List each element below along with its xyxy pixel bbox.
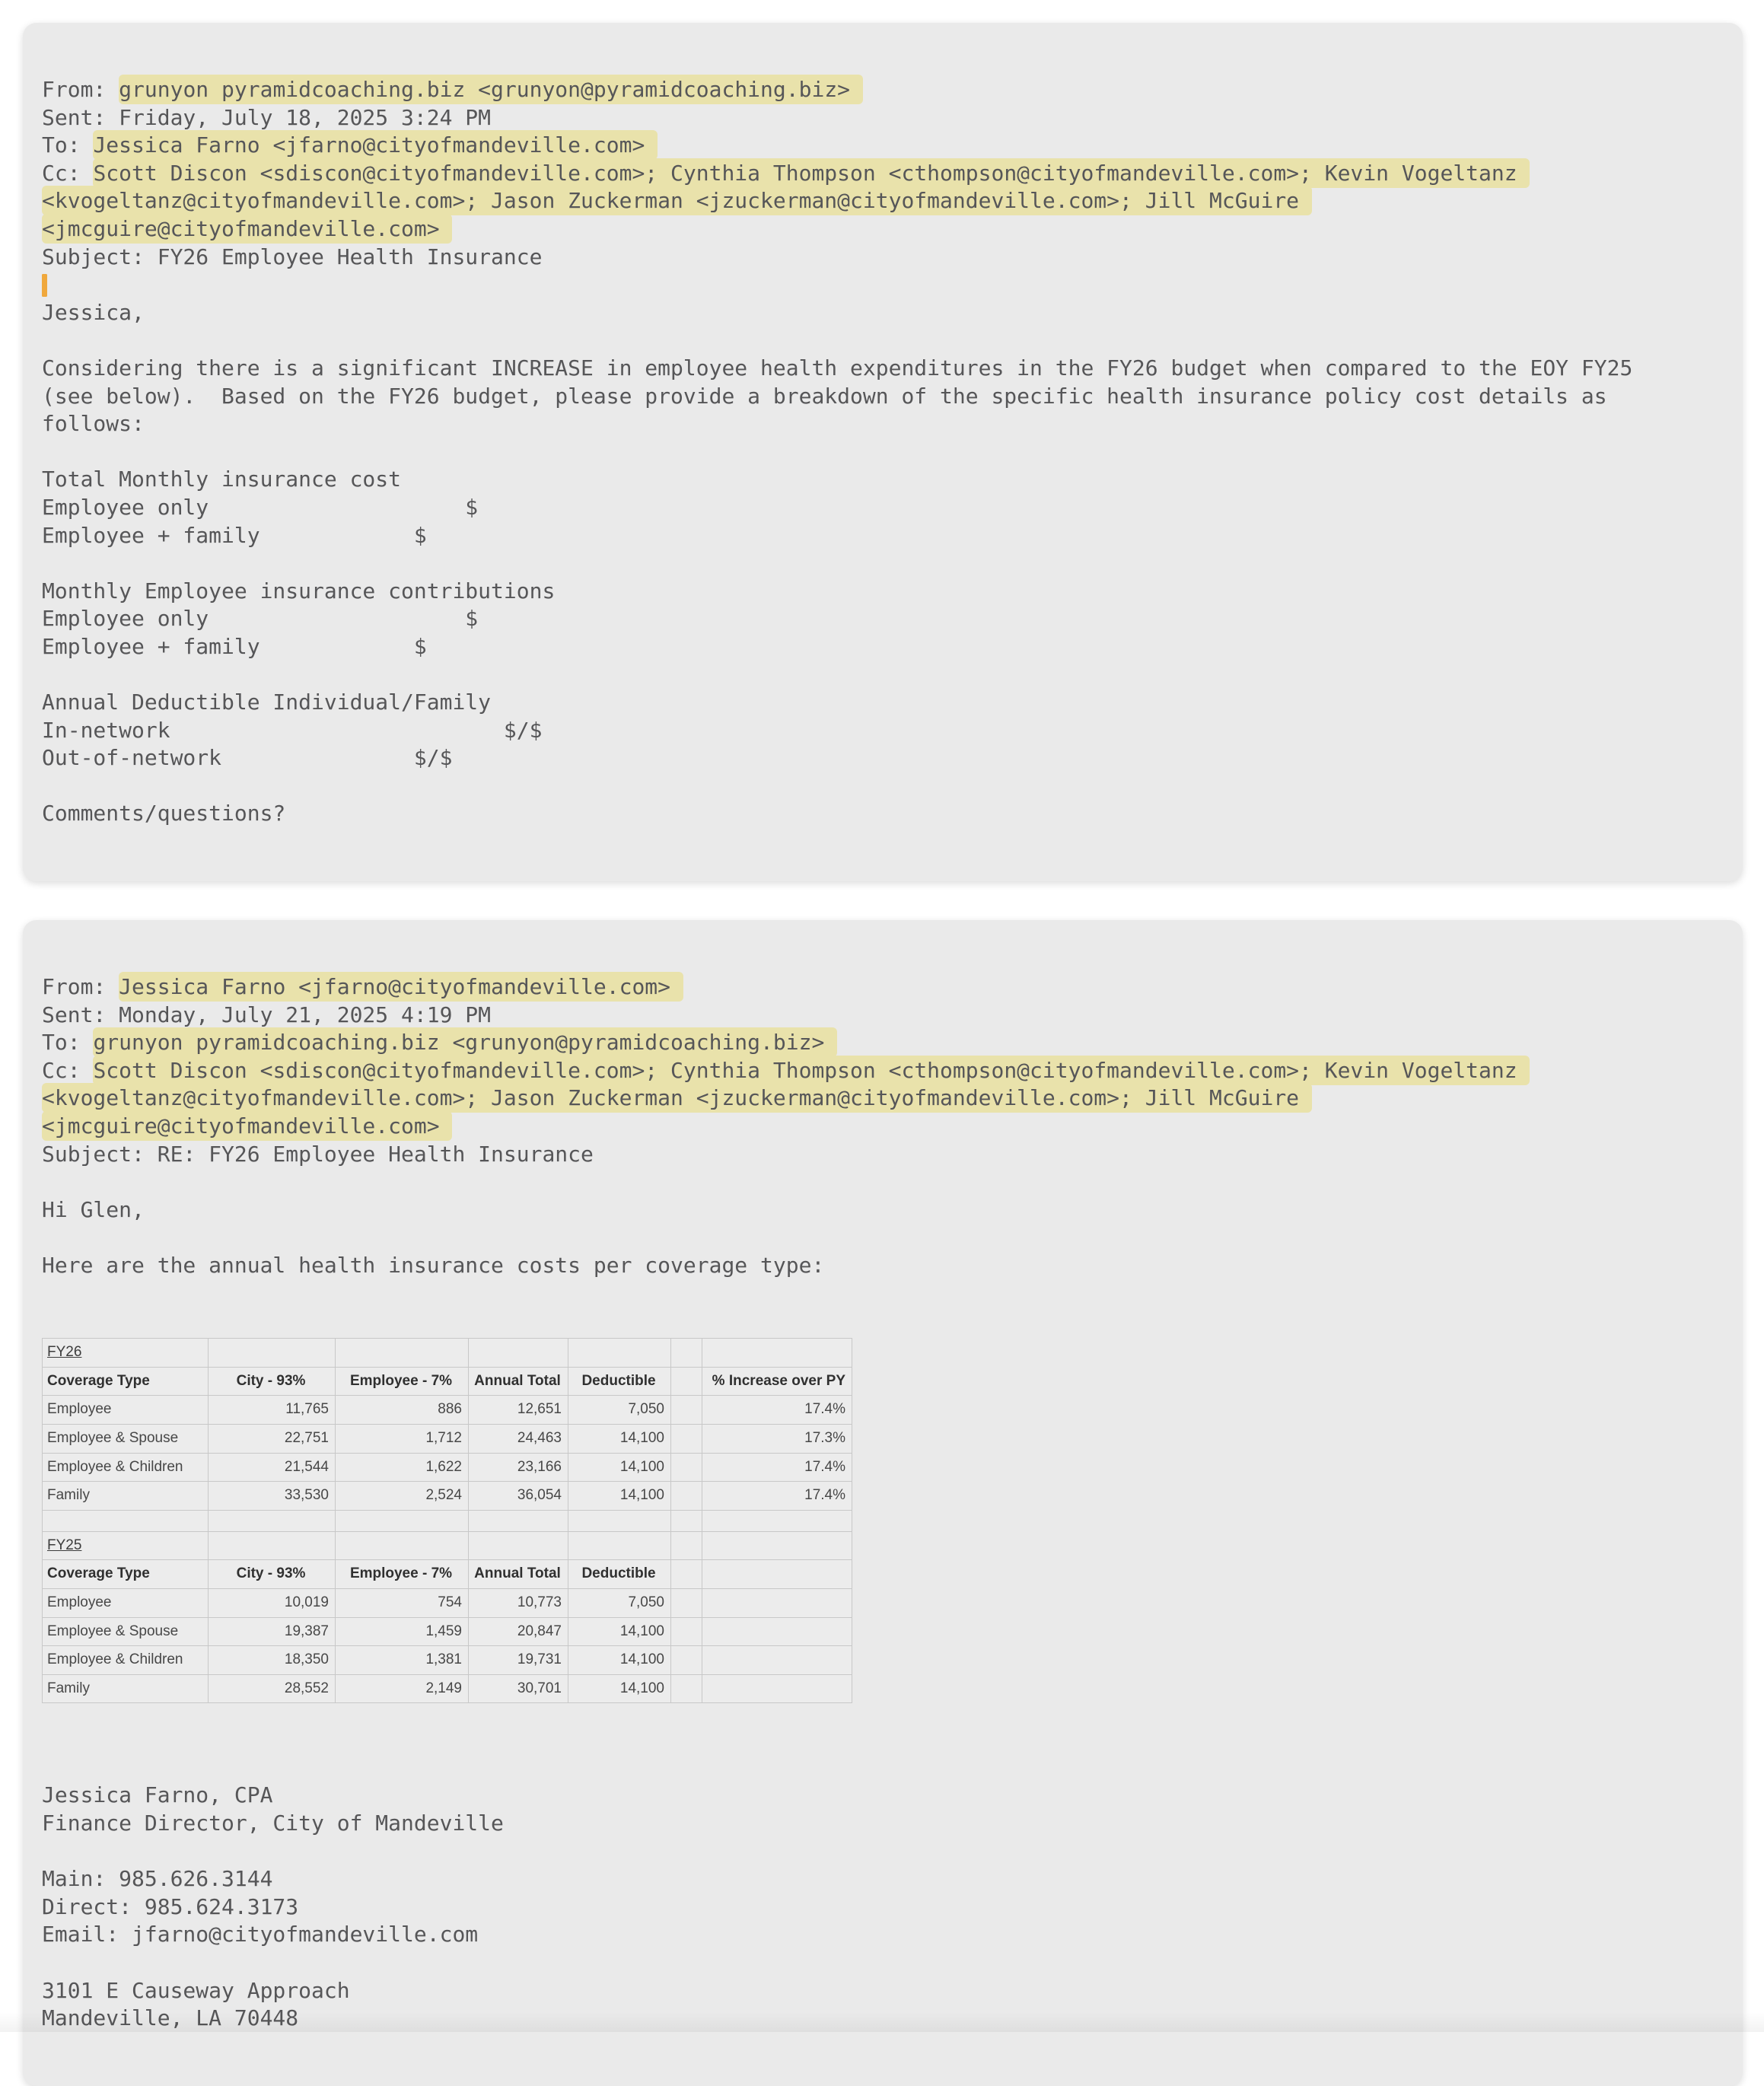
table-cell <box>671 1424 702 1453</box>
text-segment: Cc: <box>42 161 93 186</box>
table-cell <box>671 1617 702 1646</box>
table-cell: Employee <box>43 1588 209 1617</box>
table-cell: Employee & Spouse <box>43 1424 209 1453</box>
table-cell: FY26 <box>43 1339 209 1368</box>
text-segment: Main: 985.626.3144 <box>42 1866 272 1891</box>
table-cell: 14,100 <box>568 1482 671 1511</box>
email-message-2 <box>23 920 1743 2086</box>
table-cell <box>671 1339 702 1368</box>
email-body-line <box>42 326 1712 355</box>
email-body-line <box>42 1002 1712 1030</box>
highlighted-email-address: grunyon pyramidcoaching.biz <grunyon@pyramidcoaching.biz> <box>93 1027 837 1057</box>
text-segment: Hi Glen, <box>42 1197 145 1222</box>
table-row-data <box>43 1617 852 1646</box>
table-cell: 1,381 <box>336 1646 469 1675</box>
table-cell <box>671 1510 702 1531</box>
table-cell <box>469 1510 568 1531</box>
table-cell <box>209 1531 336 1560</box>
email-body-line <box>42 1252 1712 1280</box>
email-body-line <box>42 1782 1712 1810</box>
text-segment: Sent: Monday, July 21, 2025 4:19 PM <box>42 1002 491 1027</box>
table-cell: Family <box>43 1482 209 1511</box>
table-cell: 14,100 <box>568 1646 671 1675</box>
text-segment: Finance Director, City of Mandeville <box>42 1811 504 1836</box>
text-segment: Out-of-network $/$ <box>42 745 452 770</box>
text-segment: To: <box>42 132 93 158</box>
table-cell: Employee & Children <box>43 1646 209 1675</box>
email-body-line <box>42 104 1712 132</box>
email-body-line <box>42 1084 1712 1113</box>
email-body-line <box>42 549 1712 578</box>
table-cell <box>671 1453 702 1482</box>
email-body-line <box>42 299 1712 327</box>
email-body-line <box>42 187 1712 215</box>
table-cell: Deductible <box>568 1560 671 1589</box>
email-body-line <box>42 2005 1712 2033</box>
email-1-content <box>42 76 1712 828</box>
email-body-line <box>42 1168 1712 1196</box>
email-body-line <box>42 578 1712 606</box>
text-segment: Mandeville, LA 70448 <box>42 2005 298 2030</box>
table-row-data <box>43 1482 852 1511</box>
table-cell <box>702 1617 852 1646</box>
table-cell: 11,765 <box>209 1396 336 1425</box>
table-cell: Coverage Type <box>43 1367 209 1396</box>
email-body-line <box>42 1280 1712 1308</box>
table-cell <box>702 1339 852 1368</box>
email-body-line <box>42 466 1712 494</box>
highlighted-email-address: Scott Discon <sdiscon@cityofmandeville.com>; Cynthia Thompson <cthompson@cityofmandeville.com>; Kevin Vogeltanz <box>93 158 1530 188</box>
email-body-line <box>42 1754 1712 1782</box>
highlighted-email-address: grunyon pyramidcoaching.biz <grunyon@pyramidcoaching.biz> <box>119 75 863 104</box>
table-cell <box>469 1339 568 1368</box>
table-row-data <box>43 1674 852 1703</box>
email-body-line <box>42 661 1712 689</box>
email-body-line <box>42 522 1712 550</box>
table-cell <box>671 1482 702 1511</box>
text-segment: From: <box>42 974 119 999</box>
email-body-line <box>42 244 1712 272</box>
email-body-line <box>42 1057 1712 1085</box>
table-cell <box>702 1560 852 1589</box>
email-body-line <box>42 1141 1712 1169</box>
text-segment: Email: jfarno@cityofmandeville.com <box>42 1922 478 1947</box>
table-cell <box>671 1588 702 1617</box>
text-segment: Subject: FY26 Employee Health Insurance <box>42 244 542 269</box>
text-segment: In-network $/$ <box>42 718 542 743</box>
text-cursor <box>42 274 47 297</box>
table-cell: 28,552 <box>209 1674 336 1703</box>
highlighted-email-address: <kvogeltanz@cityofmandeville.com>; Jason Zuckerman <jzuckerman@cityofmandeville.com>; Jill McGuire <box>42 186 1312 215</box>
table-row-data <box>43 1588 852 1617</box>
table-cell <box>671 1646 702 1675</box>
table-cell: Deductible <box>568 1367 671 1396</box>
text-segment: From: <box>42 77 119 102</box>
text-segment: follows: <box>42 411 145 436</box>
table-row-data <box>43 1396 852 1425</box>
table-cell: 7,050 <box>568 1588 671 1617</box>
text-segment: (see below). Based on the FY26 budget, please provide a breakdown of the specific health insurance policy cost details as <box>42 384 1607 409</box>
email-body-line <box>42 1838 1712 1866</box>
text-segment: Employee + family $ <box>42 523 427 548</box>
table-cell: 1,622 <box>336 1453 469 1482</box>
table-cell: Employee - 7% <box>336 1560 469 1589</box>
table-cell <box>568 1531 671 1560</box>
table-cell <box>671 1396 702 1425</box>
table-row-header <box>43 1367 852 1396</box>
email-body-line <box>42 605 1712 633</box>
text-segment: Comments/questions? <box>42 801 285 826</box>
highlighted-email-address: <jmcguire@cityofmandeville.com> <box>42 214 452 244</box>
highlighted-email-address: Jessica Farno <jfarno@cityofmandeville.com> <box>93 130 658 160</box>
text-segment: Annual Deductible Individual/Family <box>42 689 491 715</box>
email-body-line <box>42 1949 1712 1977</box>
table-cell: 17.4% <box>702 1482 852 1511</box>
table-cell <box>209 1510 336 1531</box>
table-cell: Annual Total <box>469 1560 568 1589</box>
text-segment: Considering there is a significant INCREASE in employee health expenditures in the FY26 budget when compared to the EOY FY25 <box>42 355 1632 381</box>
table-cell: 19,387 <box>209 1617 336 1646</box>
table-cell: % Increase over PY <box>702 1367 852 1396</box>
text-segment: Here are the annual health insurance costs per coverage type: <box>42 1253 824 1278</box>
email-body-line <box>42 744 1712 772</box>
table-cell: 12,651 <box>469 1396 568 1425</box>
table-cell <box>702 1646 852 1675</box>
table-cell: City - 93% <box>209 1367 336 1396</box>
email-body-line <box>42 633 1712 661</box>
table-cell: Employee - 7% <box>336 1367 469 1396</box>
text-segment: Jessica, <box>42 300 145 325</box>
table-cell: 886 <box>336 1396 469 1425</box>
insurance-cost-table <box>42 1338 852 1703</box>
table-cell: Annual Total <box>469 1367 568 1396</box>
table-cell <box>336 1339 469 1368</box>
email-body-line <box>42 800 1712 828</box>
table-cell: 18,350 <box>209 1646 336 1675</box>
table-cell: 21,544 <box>209 1453 336 1482</box>
table-cell: FY25 <box>43 1531 209 1560</box>
table-cell: 17.3% <box>702 1424 852 1453</box>
email-2-header-and-body <box>42 973 1712 1307</box>
table-cell: 36,054 <box>469 1482 568 1511</box>
email-thread-view <box>0 23 1764 2086</box>
table-cell <box>702 1531 852 1560</box>
text-segment: Direct: 985.624.3173 <box>42 1894 298 1919</box>
email-body-line <box>42 1893 1712 1922</box>
table-cell: 7,050 <box>568 1396 671 1425</box>
table-cell: Employee & Children <box>43 1453 209 1482</box>
table-cell: Coverage Type <box>43 1560 209 1589</box>
text-segment: Sent: Friday, July 18, 2025 3:24 PM <box>42 105 491 130</box>
text-segment: Total Monthly insurance cost <box>42 467 401 492</box>
highlighted-email-address: Scott Discon <sdiscon@cityofmandeville.com>; Cynthia Thompson <cthompson@cityofmandeville.com>; Kevin Vogeltanz <box>93 1056 1530 1085</box>
table-cell: 14,100 <box>568 1453 671 1482</box>
table-row-label <box>43 1339 852 1368</box>
email-body-line <box>42 689 1712 717</box>
table-cell <box>568 1510 671 1531</box>
text-segment: Jessica Farno, CPA <box>42 1782 272 1807</box>
email-body-line <box>42 973 1712 1002</box>
table-cell: 17.4% <box>702 1453 852 1482</box>
table-row-data <box>43 1424 852 1453</box>
table-row-data <box>43 1646 852 1675</box>
table-cell: Employee <box>43 1396 209 1425</box>
table-row-spacer <box>43 1510 852 1531</box>
table-cell <box>469 1531 568 1560</box>
table-cell: 14,100 <box>568 1674 671 1703</box>
table-cell <box>671 1674 702 1703</box>
text-segment: Subject: RE: FY26 Employee Health Insurance <box>42 1142 594 1167</box>
email-2-signature <box>42 1726 1712 2033</box>
email-body-line <box>42 1113 1712 1141</box>
email-body-line <box>42 76 1712 104</box>
table-cell: 17.4% <box>702 1396 852 1425</box>
text-segment: Employee only $ <box>42 606 478 631</box>
text-segment: Employee only $ <box>42 495 478 520</box>
table-cell: 14,100 <box>568 1617 671 1646</box>
table-cell: 14,100 <box>568 1424 671 1453</box>
email-message-1 <box>23 23 1743 881</box>
email-body-line <box>42 160 1712 188</box>
table-cell: 23,166 <box>469 1453 568 1482</box>
table-cell: 19,731 <box>469 1646 568 1675</box>
table-cell: 1,459 <box>336 1617 469 1646</box>
text-segment: Employee + family $ <box>42 634 427 659</box>
text-segment: Cc: <box>42 1058 93 1083</box>
table-cell <box>702 1674 852 1703</box>
table-cell: 1,712 <box>336 1424 469 1453</box>
table-cell: 754 <box>336 1588 469 1617</box>
email-body-line <box>42 1921 1712 1949</box>
table-cell: 2,149 <box>336 1674 469 1703</box>
text-segment: Monthly Employee insurance contributions <box>42 578 555 604</box>
table-cell <box>702 1510 852 1531</box>
table-cell <box>671 1560 702 1589</box>
email-body-line <box>42 383 1712 411</box>
email-body-line <box>42 772 1712 801</box>
highlighted-email-address: <kvogeltanz@cityofmandeville.com>; Jason Zuckerman <jzuckerman@cityofmandeville.com>; Jill McGuire <box>42 1083 1312 1113</box>
email-body-line <box>42 1726 1712 1754</box>
email-body-line <box>42 1224 1712 1252</box>
email-body-line <box>42 494 1712 522</box>
highlighted-email-address: Jessica Farno <jfarno@cityofmandeville.com> <box>119 972 683 1002</box>
table-cell: Employee & Spouse <box>43 1617 209 1646</box>
email-body-line <box>42 132 1712 160</box>
table-cell <box>671 1531 702 1560</box>
email-body-line <box>42 215 1712 244</box>
text-segment: 3101 E Causeway Approach <box>42 1978 350 2003</box>
table-cell <box>209 1339 336 1368</box>
table-cell: 10,773 <box>469 1588 568 1617</box>
table-row-header <box>43 1560 852 1589</box>
email-body-line <box>42 355 1712 383</box>
email-body-line <box>42 271 1712 299</box>
table-row-data <box>43 1453 852 1482</box>
table-cell: 24,463 <box>469 1424 568 1453</box>
email-body-line <box>42 1865 1712 1893</box>
table-cell <box>336 1510 469 1531</box>
table-cell <box>336 1531 469 1560</box>
table-cell: 2,524 <box>336 1482 469 1511</box>
table-cell: 10,019 <box>209 1588 336 1617</box>
table-cell <box>568 1339 671 1368</box>
table-cell: 33,530 <box>209 1482 336 1511</box>
email-body-line <box>42 438 1712 467</box>
table-cell <box>43 1510 209 1531</box>
table-cell: 30,701 <box>469 1674 568 1703</box>
text-segment: To: <box>42 1030 93 1055</box>
email-body-line <box>42 1196 1712 1225</box>
email-body-line <box>42 717 1712 745</box>
email-body-line <box>42 1029 1712 1057</box>
email-body-line <box>42 1810 1712 1838</box>
highlighted-email-address: <jmcguire@cityofmandeville.com> <box>42 1111 452 1141</box>
email-body-line <box>42 1977 1712 2005</box>
table-cell <box>671 1367 702 1396</box>
table-cell: City - 93% <box>209 1560 336 1589</box>
email-body-line <box>42 410 1712 438</box>
table-cell: Family <box>43 1674 209 1703</box>
table-cell <box>702 1588 852 1617</box>
table-cell: 20,847 <box>469 1617 568 1646</box>
table-cell: 22,751 <box>209 1424 336 1453</box>
table-row-label <box>43 1531 852 1560</box>
